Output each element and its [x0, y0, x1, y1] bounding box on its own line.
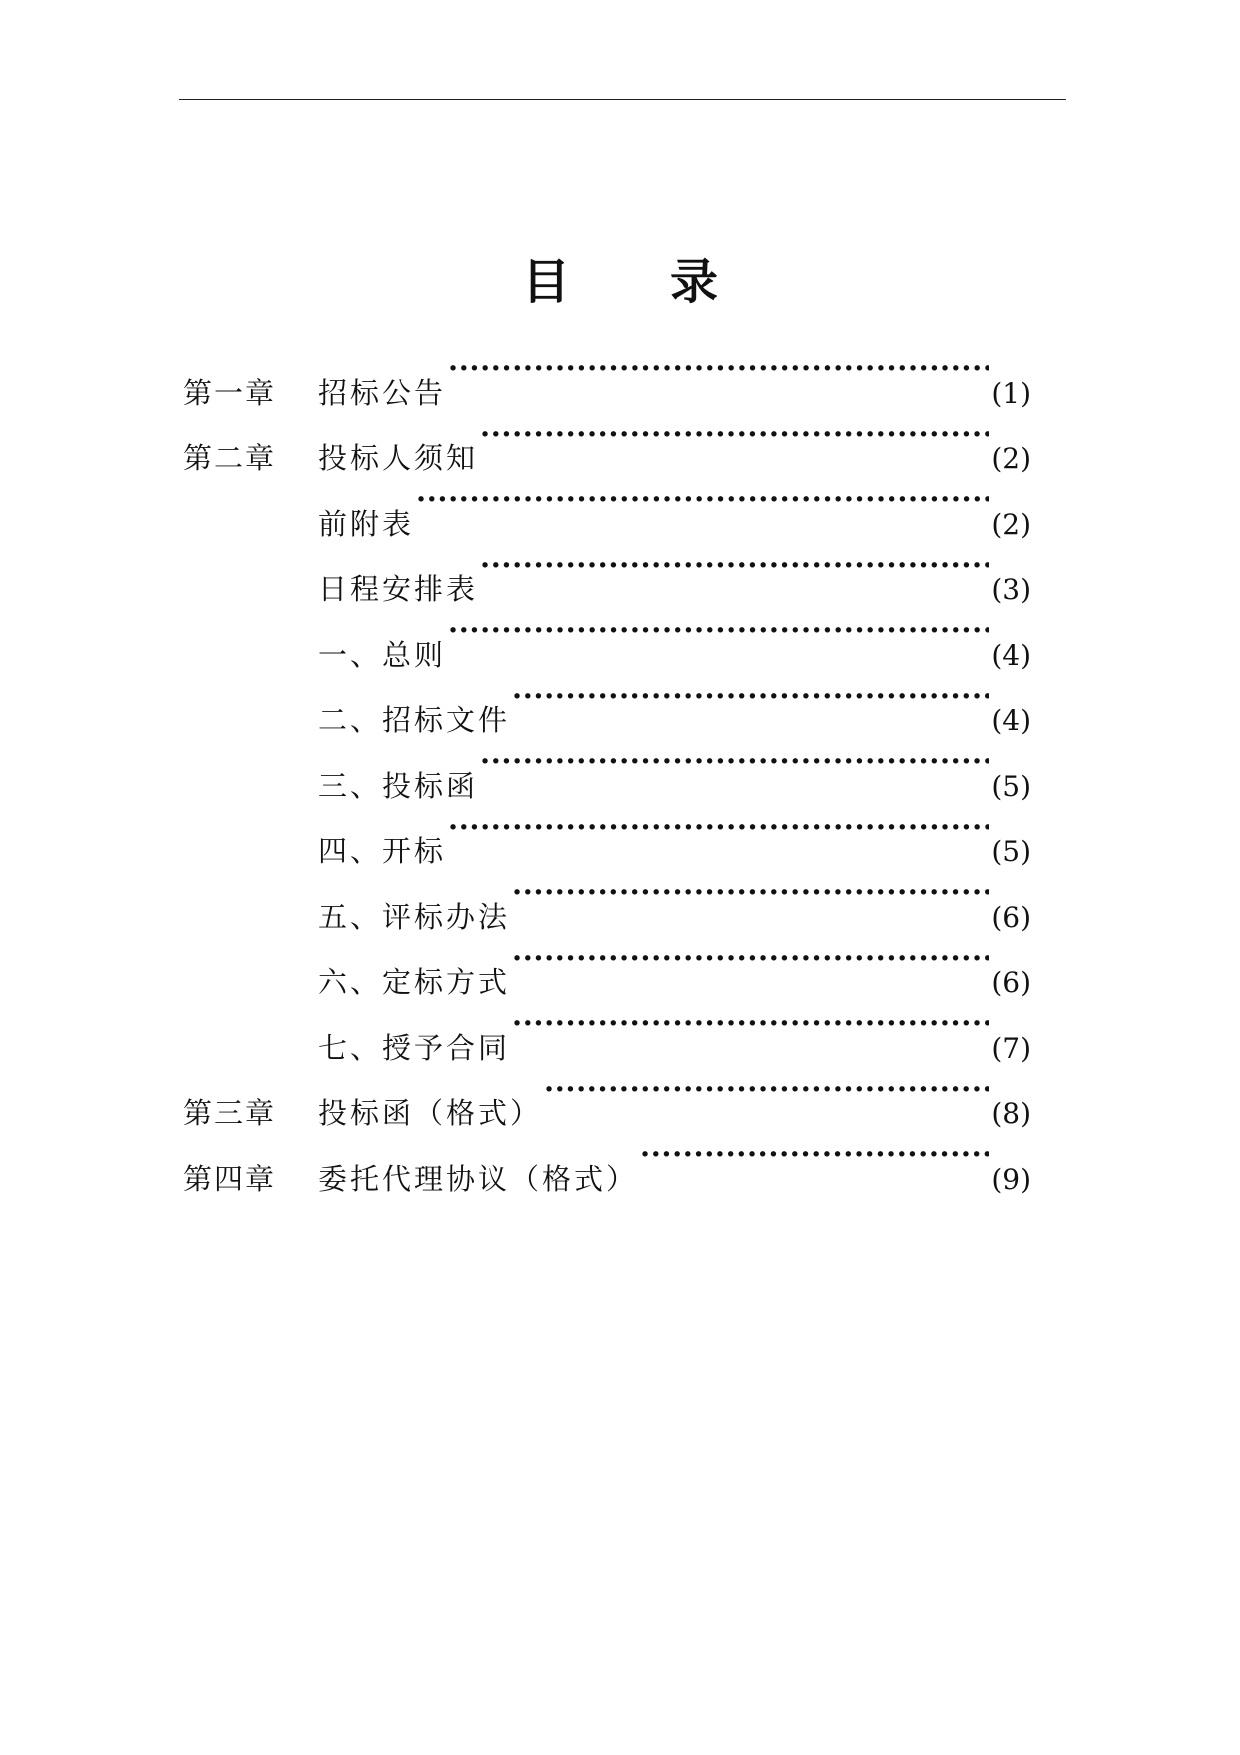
toc-row[interactable] — [183, 665, 1031, 737]
toc-page-number: (6) — [991, 966, 1031, 999]
toc-dot-leader — [448, 796, 989, 862]
toc-row[interactable] — [183, 927, 1031, 999]
toc-entry-title: 前附表 — [318, 506, 415, 541]
toc-page-number: (1) — [991, 376, 1031, 410]
toc-dot-leader — [448, 337, 989, 403]
header-rule — [179, 99, 1066, 100]
toc-dot-leader — [480, 730, 989, 796]
toc-page-number: (5) — [991, 769, 1031, 803]
toc-row[interactable] — [183, 730, 1031, 803]
toc-page-number: (2) — [991, 507, 1031, 541]
toc-row[interactable] — [183, 992, 1031, 1065]
toc-dot-leader — [512, 992, 989, 1058]
toc-row[interactable] — [183, 534, 1031, 606]
toc-entry-title: 四、开标 — [318, 834, 447, 868]
toc-dot-leader — [544, 1058, 989, 1124]
toc-dot-leader — [512, 665, 989, 731]
toc-row[interactable] — [183, 861, 1031, 934]
toc-chapter-label: 第二章 — [183, 441, 277, 475]
page-title — [0, 252, 1240, 312]
toc-entry-title: 投标函（格式） — [318, 1096, 543, 1130]
toc-dot-leader — [480, 403, 989, 469]
toc-page-number: (9) — [991, 1162, 1031, 1196]
toc-dot-leader — [512, 927, 989, 993]
toc-dot-leader — [416, 468, 989, 534]
toc-page-number: (4) — [991, 638, 1031, 672]
toc-page-number: (6) — [991, 900, 1031, 934]
toc-entry-title: 六、定标方式 — [318, 965, 511, 999]
toc-entry-title: 五、评标办法 — [318, 899, 511, 934]
toc-chapter-label: 第一章 — [183, 375, 277, 410]
toc-page-number: (5) — [991, 835, 1031, 868]
toc-entry-title: 委托代理协议（格式） — [318, 1161, 639, 1196]
toc-row[interactable] — [183, 337, 1031, 410]
toc-page-number: (3) — [991, 573, 1031, 606]
toc-entry-title: 日程安排表 — [318, 572, 479, 606]
toc-page-number: (4) — [991, 704, 1031, 737]
toc-chapter-label: 第四章 — [183, 1161, 277, 1196]
toc-page-number: (8) — [991, 1097, 1031, 1130]
toc-entry-title: 一、总则 — [318, 637, 447, 672]
toc-dot-leader — [480, 534, 989, 600]
toc-entry-title: 投标人须知 — [318, 441, 479, 475]
toc-entry-title: 三、投标函 — [318, 768, 479, 803]
table-of-contents — [183, 337, 1031, 1196]
toc-page-number: (7) — [991, 1031, 1031, 1065]
toc-entry-title: 招标公告 — [318, 375, 447, 410]
toc-entry-title: 七、授予合同 — [318, 1030, 511, 1065]
toc-entry-title: 二、招标文件 — [318, 703, 511, 737]
toc-dot-leader — [512, 861, 989, 927]
toc-row[interactable] — [183, 796, 1031, 868]
toc-dot-leader — [448, 599, 989, 665]
title-char-1: 目 — [521, 254, 570, 310]
toc-row[interactable] — [183, 1058, 1031, 1130]
toc-row[interactable] — [183, 599, 1031, 672]
toc-page-number: (2) — [991, 442, 1031, 475]
toc-chapter-label: 第三章 — [183, 1096, 277, 1130]
title-char-2: 录 — [670, 254, 719, 310]
toc-dot-leader — [640, 1123, 989, 1189]
